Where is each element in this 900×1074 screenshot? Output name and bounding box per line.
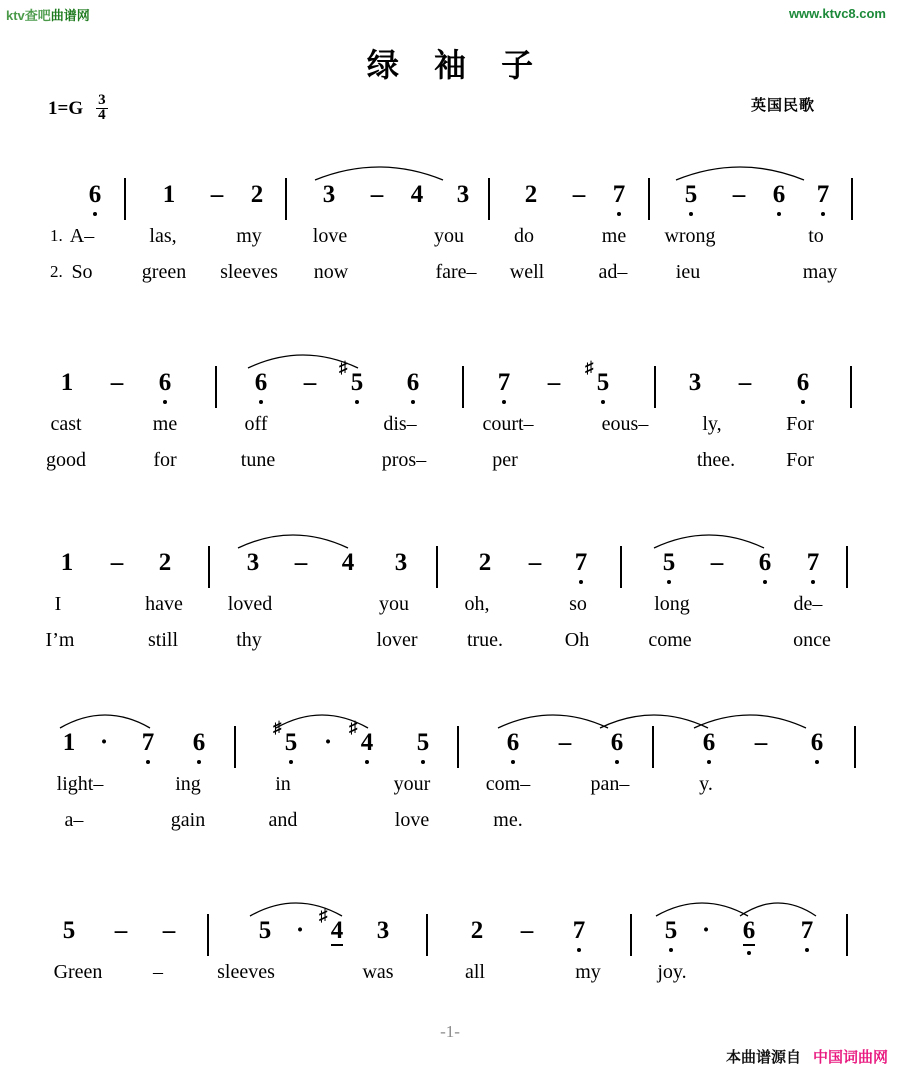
note-degree: 7 xyxy=(612,181,626,208)
note-extension-dash: – xyxy=(710,549,724,576)
note-degree: 4 xyxy=(330,917,344,944)
note xyxy=(366,918,400,943)
barline xyxy=(654,366,656,408)
note xyxy=(585,358,620,396)
stave xyxy=(0,896,900,958)
sharp-accidental-icon: ♯ xyxy=(349,718,358,737)
lyric-syllable: ing xyxy=(175,773,201,795)
lyric-syllable: good xyxy=(46,449,86,471)
augmentation-dot: · xyxy=(99,729,109,756)
music-system xyxy=(0,708,900,842)
lyric-syllable: in xyxy=(275,773,291,795)
note-extension-dash: – xyxy=(110,369,124,396)
music-system xyxy=(0,348,900,482)
note-degree: 7 xyxy=(816,181,830,208)
barline xyxy=(234,726,236,768)
verse-number: 1. xyxy=(50,226,63,245)
watermark-left-light: ktv查吧 xyxy=(6,8,51,23)
note-degree: 6 xyxy=(406,369,420,396)
barline xyxy=(620,546,622,588)
note-degree: 5 xyxy=(416,729,430,756)
lyric-syllable: my xyxy=(236,225,262,247)
note-degree: 4 xyxy=(410,181,424,208)
lyric-syllable: may xyxy=(802,261,838,283)
note xyxy=(678,370,712,395)
lyric-syllable: y. xyxy=(699,773,713,795)
barline xyxy=(462,366,464,408)
lyric-syllable: come xyxy=(648,629,692,651)
lyric-syllable: you xyxy=(434,225,464,247)
note xyxy=(800,730,834,755)
note-degree: 3 xyxy=(322,181,336,208)
lyric-syllable: love xyxy=(394,809,430,831)
note-degree: 7 xyxy=(572,917,586,944)
time-signature-denominator: 4 xyxy=(98,106,106,123)
lyric-syllable: your xyxy=(393,773,431,795)
lyric-syllable: my xyxy=(575,961,601,983)
note-degree: 2 xyxy=(250,181,264,208)
site-watermark-left xyxy=(6,5,90,24)
lyric-syllable: pan– xyxy=(590,773,630,795)
note-degree: 6 xyxy=(506,729,520,756)
lyric-syllable: long xyxy=(654,593,690,615)
augmentation-dot: · xyxy=(323,729,333,756)
lyric-syllable: off xyxy=(244,413,268,435)
slur-arc xyxy=(694,708,806,730)
stave xyxy=(0,528,900,590)
lyric-syllable: I’m xyxy=(45,629,75,651)
slur-arc xyxy=(238,528,348,550)
lyric-syllable: Oh xyxy=(564,629,590,651)
lyric-syllable: sleeves xyxy=(220,261,278,283)
lyric-syllable: so xyxy=(569,593,587,615)
sharp-accidental-icon: ♯ xyxy=(585,358,594,377)
note xyxy=(806,182,840,207)
stave xyxy=(0,160,900,222)
lyric-syllable: once xyxy=(793,629,831,651)
lyric-line-verse-1 xyxy=(0,222,900,258)
lyric-syllable: me xyxy=(601,225,627,247)
slur-arc xyxy=(740,896,816,918)
note-degree: 3 xyxy=(246,549,260,576)
note xyxy=(384,550,418,575)
note-degree: 4 xyxy=(341,549,355,576)
lyric-syllable: eous– xyxy=(601,413,649,435)
page-number: -1- xyxy=(440,1022,460,1041)
lyric-syllable: So xyxy=(71,261,93,283)
note-degree: 6 xyxy=(796,369,810,396)
note-degree: 6 xyxy=(88,181,102,208)
note-degree: 6 xyxy=(158,369,172,396)
watermark-left-dark: 曲谱网 xyxy=(50,8,90,23)
note xyxy=(460,918,494,943)
note-extension-dash: – xyxy=(732,181,746,208)
barline xyxy=(436,546,438,588)
lyric-syllable: ly, xyxy=(702,413,722,435)
slur-arc xyxy=(250,896,342,918)
note xyxy=(244,370,278,395)
note xyxy=(78,182,112,207)
note xyxy=(654,918,688,943)
lyric-syllable: de– xyxy=(793,593,823,615)
lyric-syllable: I xyxy=(54,593,62,615)
lyric-syllable: love xyxy=(312,225,348,247)
note-extension-dash: – xyxy=(210,181,224,208)
slur-arc xyxy=(656,896,748,918)
note-degree: 6 xyxy=(742,917,756,944)
barline xyxy=(652,726,654,768)
note-extension-dash: – xyxy=(572,181,586,208)
barline xyxy=(285,178,287,220)
note-extension-dash: – xyxy=(520,917,534,944)
lyric-syllable: a– xyxy=(64,809,84,831)
lyric-line-verse-2 xyxy=(0,626,900,662)
note-extension-dash: – xyxy=(528,549,542,576)
lyric-syllable: ieu xyxy=(675,261,701,283)
note xyxy=(762,182,796,207)
note xyxy=(52,918,86,943)
barline xyxy=(854,726,856,768)
lyric-line-verse-1 xyxy=(0,590,900,626)
time-signature xyxy=(96,94,108,123)
lyric-syllable: dis– xyxy=(383,413,417,435)
lyric-syllable: all xyxy=(465,961,485,983)
note-degree: 7 xyxy=(574,549,588,576)
barline xyxy=(124,178,126,220)
barline xyxy=(851,178,853,220)
note xyxy=(674,182,708,207)
note-degree: 7 xyxy=(141,729,155,756)
note-degree: 7 xyxy=(806,549,820,576)
note-extension-dash: – xyxy=(114,917,128,944)
lyric-syllable: and xyxy=(268,809,298,831)
note xyxy=(339,358,374,396)
note xyxy=(50,550,84,575)
lyric-syllable: wrong xyxy=(664,225,716,247)
lyric-line-verse-2 xyxy=(0,258,900,294)
sharp-accidental-icon: ♯ xyxy=(319,906,328,925)
barline xyxy=(488,178,490,220)
site-watermark-url: www.ktvc8.com xyxy=(788,6,886,21)
note-extension-dash: – xyxy=(110,549,124,576)
slur-arc xyxy=(498,708,608,730)
note-degree: 6 xyxy=(758,549,772,576)
note xyxy=(331,550,365,575)
note xyxy=(652,550,686,575)
stave xyxy=(0,708,900,770)
note-degree: 2 xyxy=(158,549,172,576)
page-title: 绿 袖 子 xyxy=(366,46,546,84)
barline xyxy=(846,914,848,956)
note xyxy=(273,718,308,756)
note-degree: 6 xyxy=(772,181,786,208)
music-system xyxy=(0,160,900,294)
lyric-syllable: now xyxy=(313,261,349,283)
note xyxy=(182,730,216,755)
note-degree: 3 xyxy=(456,181,470,208)
note-degree: 7 xyxy=(497,369,511,396)
slur-arc xyxy=(676,160,804,182)
lyric-syllable: have xyxy=(145,593,183,615)
note-degree: 2 xyxy=(470,917,484,944)
barline xyxy=(850,366,852,408)
lyric-syllable: For xyxy=(786,449,814,471)
slur-arc xyxy=(600,708,708,730)
lyric-syllable: – xyxy=(153,961,163,983)
sharp-accidental-icon: ♯ xyxy=(273,718,282,737)
note-degree: 5 xyxy=(684,181,698,208)
note xyxy=(790,918,824,943)
note-degree: 7 xyxy=(800,917,814,944)
composer-credit: 英国民歌 xyxy=(750,96,815,114)
lyric-syllable: you xyxy=(379,593,409,615)
lyric-syllable: to xyxy=(808,225,824,247)
lyric-syllable: sleeves xyxy=(217,961,275,983)
note xyxy=(796,550,830,575)
lyric-syllable: still xyxy=(147,629,179,651)
barline xyxy=(630,914,632,956)
note xyxy=(692,730,726,755)
note-degree: 1 xyxy=(60,369,74,396)
note-degree: 5 xyxy=(350,369,364,396)
key-and-time-signature xyxy=(48,92,108,124)
lyric-syllable: thee. xyxy=(696,449,736,471)
note-extension-dash: – xyxy=(303,369,317,396)
note-extension-dash: – xyxy=(738,369,752,396)
note-degree: 6 xyxy=(610,729,624,756)
lyric-syllable: joy. xyxy=(657,961,687,983)
note xyxy=(148,550,182,575)
lyric-syllable: lover xyxy=(376,629,418,651)
note-degree: 1 xyxy=(60,549,74,576)
source-credit xyxy=(726,1046,888,1067)
lyric-syllable: court– xyxy=(482,413,534,435)
note xyxy=(446,182,480,207)
note-degree: 5 xyxy=(62,917,76,944)
note xyxy=(732,918,766,946)
note-extension-dash: – xyxy=(294,549,308,576)
music-system xyxy=(0,528,900,662)
lyric-syllable: oh, xyxy=(464,593,490,615)
note-degree: 6 xyxy=(702,729,716,756)
note xyxy=(496,730,530,755)
note xyxy=(152,182,186,207)
augmentation-dot: · xyxy=(701,917,711,944)
lyric-line-verse-1 xyxy=(0,410,900,446)
lyric-syllable: me. xyxy=(493,809,523,831)
lyric-syllable: cast xyxy=(50,413,82,435)
music-system xyxy=(0,896,900,1030)
note xyxy=(562,918,596,943)
note-extension-dash: – xyxy=(754,729,768,756)
note xyxy=(148,370,182,395)
lyric-line-verse-2 xyxy=(0,806,900,842)
note-degree: 4 xyxy=(360,729,374,756)
lyric-syllable: true. xyxy=(466,629,504,651)
lyric-syllable: Green xyxy=(53,961,103,983)
barline xyxy=(457,726,459,768)
lyric-syllable: per xyxy=(492,449,518,471)
note xyxy=(52,730,86,755)
lyric-syllable: fare– xyxy=(435,261,477,283)
barline xyxy=(208,546,210,588)
note-degree: 2 xyxy=(478,549,492,576)
note-degree: 5 xyxy=(662,549,676,576)
note-degree: 2 xyxy=(524,181,538,208)
barline xyxy=(215,366,217,408)
lyric-syllable: thy xyxy=(236,629,262,651)
note xyxy=(400,182,434,207)
lyric-syllable: do xyxy=(514,225,534,247)
note xyxy=(236,550,270,575)
note xyxy=(319,906,354,946)
note-degree: 6 xyxy=(810,729,824,756)
source-credit-site: 中国词曲网 xyxy=(812,1048,888,1066)
note-extension-dash: – xyxy=(558,729,572,756)
note-degree: 5 xyxy=(596,369,610,396)
verse-number: 2. xyxy=(50,262,63,281)
lyric-syllable: las, xyxy=(149,225,177,247)
note xyxy=(312,182,346,207)
slur-arc xyxy=(315,160,443,182)
stave xyxy=(0,348,900,410)
note-extension-dash: – xyxy=(162,917,176,944)
lyric-syllable: gain xyxy=(170,809,206,831)
note xyxy=(602,182,636,207)
lyric-syllable: was xyxy=(362,961,394,983)
note-degree: 5 xyxy=(258,917,272,944)
lyric-syllable: well xyxy=(509,261,545,283)
note-extension-dash: – xyxy=(547,369,561,396)
note xyxy=(748,550,782,575)
note-degree: 6 xyxy=(254,369,268,396)
lyric-syllable: For xyxy=(786,413,814,435)
lyric-syllable: pros– xyxy=(381,449,427,471)
note xyxy=(396,370,430,395)
note xyxy=(514,182,548,207)
lyric-syllable: A– xyxy=(69,225,95,247)
barline xyxy=(207,914,209,956)
note xyxy=(406,730,440,755)
note xyxy=(786,370,820,395)
key-signature: 1=G xyxy=(48,98,84,120)
note-extension-dash: – xyxy=(370,181,384,208)
note xyxy=(600,730,634,755)
augmentation-dot: · xyxy=(295,917,305,944)
lyric-syllable: tune xyxy=(240,449,276,471)
barline xyxy=(426,914,428,956)
note xyxy=(564,550,598,575)
note xyxy=(349,718,384,756)
slur-arc xyxy=(60,708,150,730)
lyric-syllable: green xyxy=(141,261,187,283)
note-degree: 1 xyxy=(162,181,176,208)
note xyxy=(240,182,274,207)
lyric-line-verse-1 xyxy=(0,770,900,806)
note xyxy=(487,370,521,395)
barline xyxy=(648,178,650,220)
sharp-accidental-icon: ♯ xyxy=(339,358,348,377)
barline xyxy=(846,546,848,588)
lyric-syllable: me xyxy=(152,413,178,435)
source-credit-prefix: 本曲谱源自 xyxy=(725,1048,801,1066)
lyric-syllable: ad– xyxy=(598,261,628,283)
note-degree: 5 xyxy=(284,729,298,756)
note xyxy=(248,918,282,943)
note-degree: 3 xyxy=(376,917,390,944)
note xyxy=(468,550,502,575)
note xyxy=(131,730,165,755)
note-degree: 1 xyxy=(62,729,76,756)
slur-arc xyxy=(654,528,764,550)
note-degree: 3 xyxy=(688,369,702,396)
note-degree: 6 xyxy=(192,729,206,756)
lyric-syllable: com– xyxy=(485,773,531,795)
lyric-line-verse-2 xyxy=(0,446,900,482)
time-signature-numerator: 3 xyxy=(98,92,106,108)
lyric-syllable: loved xyxy=(227,593,273,615)
lyric-line-verse-1 xyxy=(0,958,900,994)
note-degree: 3 xyxy=(394,549,408,576)
note-degree: 5 xyxy=(664,917,678,944)
lyric-syllable: for xyxy=(153,449,177,471)
lyric-syllable: light– xyxy=(56,773,104,795)
note xyxy=(50,370,84,395)
